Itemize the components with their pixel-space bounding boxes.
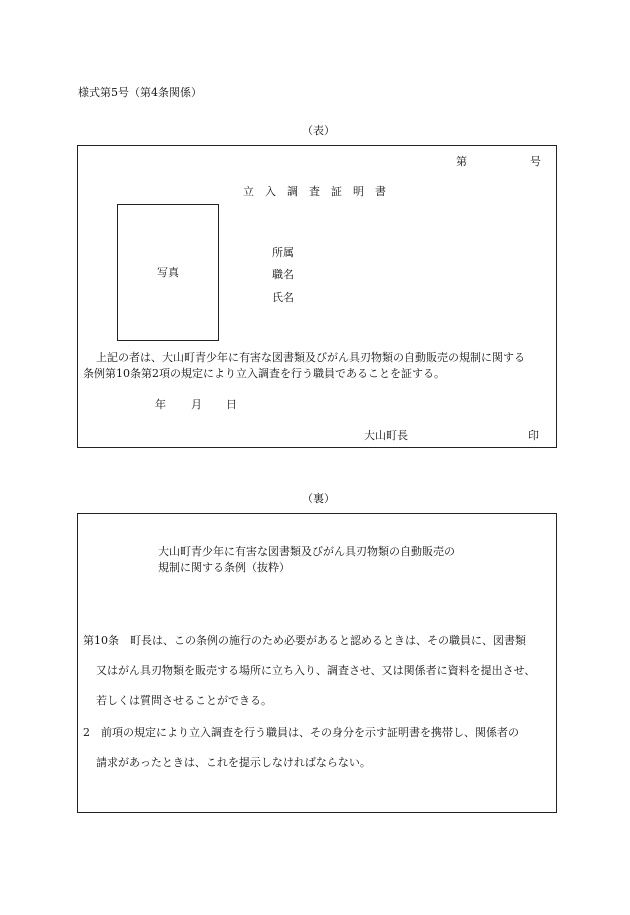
- front-side-label: （表）: [302, 124, 335, 137]
- date-month: 月: [191, 398, 202, 411]
- field-affiliation: 所属: [272, 246, 294, 259]
- certification-text-line2: 条例第10条第2項の規定により立入調査を行う職員であることを証する。: [83, 367, 445, 380]
- certificate-number-dai: 第: [456, 155, 467, 168]
- seal-mark: 印: [528, 429, 539, 442]
- field-name: 氏名: [272, 291, 294, 304]
- paragraph-2-line1: 2 前項の規定により立入調査を行う職員は、その身分を示す証明書を携帯し、関係者の: [83, 726, 519, 739]
- form-number: 様式第5号（第4条関係）: [78, 86, 202, 99]
- paragraph-2-line2: 請求があったときは、これを提示しなければならない。: [96, 756, 371, 769]
- issuer-name: 大山町長: [364, 429, 408, 442]
- ordinance-title-line1: 大山町青少年に有害な図書類及びがん具刃物類の自動販売の: [158, 545, 455, 558]
- photo-label: 写真: [157, 266, 179, 279]
- certificate-title: 立入調査証明書: [243, 185, 397, 198]
- field-title: 職名: [272, 268, 294, 281]
- article-10-line3: 若しくは質問させることができる。: [96, 694, 272, 707]
- ordinance-title-line2: 規制に関する条例（抜粋）: [158, 561, 290, 574]
- back-side-label: （裏）: [302, 492, 335, 505]
- certificate-number-go: 号: [530, 155, 541, 168]
- article-10-line2: 又はがん具刃物類を販売する場所に立ち入り、調査させ、又は関係者に資料を提出させ、: [96, 664, 536, 677]
- date-year: 年: [155, 398, 166, 411]
- article-10-line1: 第10条 町長は、この条例の施行のため必要があると認めるときは、その職員に、図書類: [83, 634, 526, 647]
- date-day: 日: [226, 398, 237, 411]
- certification-text-line1: 上記の者は、大山町青少年に有害な図書類及びがん具刃物類の自動販売の規制に関する: [96, 351, 525, 364]
